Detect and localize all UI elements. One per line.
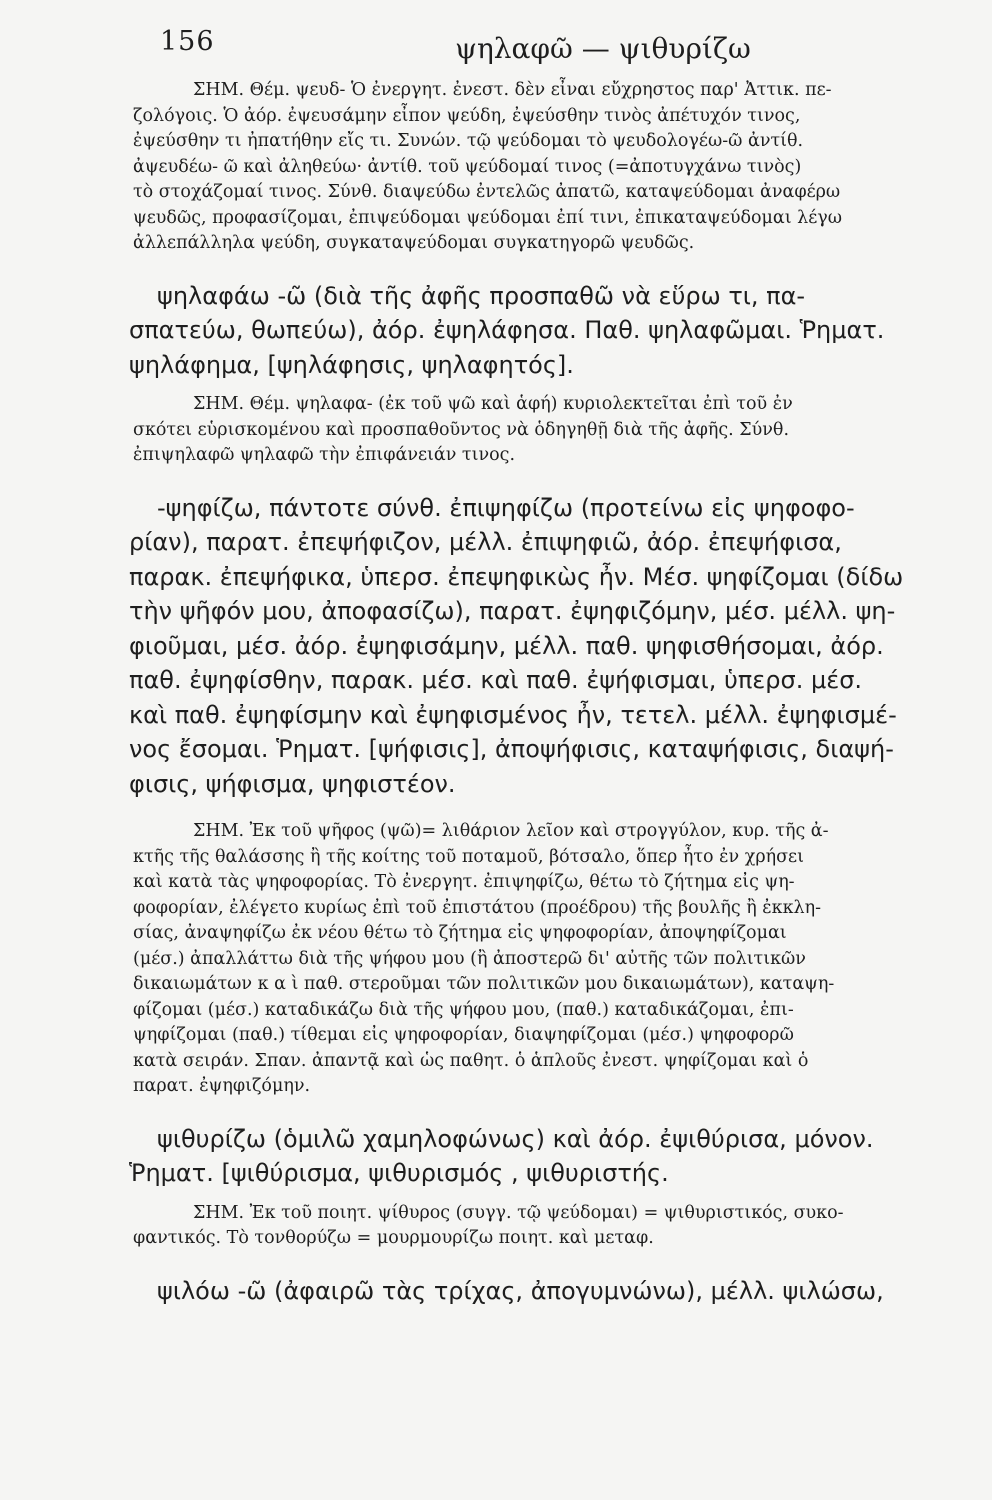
grammar-note — [125, 1201, 963, 1252]
grammar-note — [125, 819, 963, 1100]
text-line: κατὰ σειράν. Σπαν. ἀπαντᾷ καὶ ὡς παθητ. ὁ ἁπλοῦς ἐνεστ. ψηφίζομαι καὶ ὁ — [133, 1050, 809, 1071]
text-line: ἐψεύσθην τι ἠπατήθην εἴς τι. Συνών. τῷ ψεύδομαι τὸ ψευδολογέω-ῶ ἀντίθ. — [133, 131, 804, 151]
text-line: κτῆς τῆς θαλάσσης ἢ τῆς κοίτης τοῦ ποταμοῦ, βότσαλο, ὅπερ ἦτο ἐν χρήσει — [133, 846, 804, 867]
text-line: ρίαν), παρατ. ἐπεψήφιζον, μέλλ. ἐπιψηφιῶ, ἀόρ. ἐπεψήφισα, — [129, 528, 842, 556]
text-line: καὶ κατὰ τὰς ψηφοφορίας. Τὸ ἐνεργητ. ἐπιψηφίζω, θέτω τὸ ζήτημα εἰς ψη- — [133, 872, 795, 892]
grammar-note — [125, 392, 963, 469]
text-line: καὶ παθ. ἐψηφίσμην καὶ ἐψηφισμένος ἦν, τετελ. μέλλ. ἐψηφισμέ- — [129, 700, 897, 729]
text-line: -ψηφίζω, πάντοτε σύνθ. ἐπιψηφίζω (προτείνω εἰς ψηφοφο- — [157, 493, 855, 522]
page-header — [0, 22, 992, 70]
text-line: φιοῦμαι, μέσ. ἀόρ. ἐψηφισάμην, μέλλ. παθ. ψηφισθήσομαι, ἀόρ. — [129, 631, 884, 660]
text-line: ψηλάφημα, [ψηλάφησις, ψηλαφητός]. — [129, 350, 574, 379]
text-line: τὸ στοχάζομαί τινος. Σύνθ. διαψεύδω ἐντελῶς ἀπατῶ, καταψεύδομαι ἀναφέρω — [133, 182, 841, 202]
text-line: παρατ. ἐψηφιζόμην. — [133, 1076, 311, 1096]
grammar-note — [125, 78, 963, 257]
text-line: ἀψευδέω- ῶ καὶ ἀληθεύω· ἀντίθ. τοῦ ψεύδομαί τινος (=ἀποτυγχάνω τινὸς) — [133, 156, 802, 177]
text-line: ψιθυρίζω (ὁμιλῶ χαμηλοφώνως) καὶ ἀόρ. ἐψιθύρισα, μόνον. — [157, 1124, 874, 1153]
text-line: νος ἔσομαι. Ῥηματ. [ψήφισις], ἀποψήφισις, καταψήφισις, διαψή- — [129, 735, 894, 763]
text-line: σκότει εὑρισκομένου καὶ προσπαθοῦντος νὰ ὁδηγηθῇ διὰ τῆς ἀφῆς. Σύνθ. — [133, 419, 790, 440]
text-line: ἀλλεπάλληλα ψεύδη, συγκαταψεύδομαι συγκατηγορῶ ψευδῶς. — [133, 233, 695, 253]
dictionary-entry — [125, 279, 963, 383]
text-line: ΣΗΜ. Ἐκ τοῦ ψῆφος (ψῶ)= λιθάριον λεῖον καὶ στρογγύλον, κυρ. τῆς ἀ- — [193, 821, 829, 841]
dictionary-entry — [125, 1122, 963, 1191]
text-line: παρακ. ἐπεψήφικα, ὑπερσ. ἐπεψηφικὼς ἦν. Μέσ. ψηφίζομαι (δίδω — [129, 562, 904, 591]
text-line: ψιλόω -ῶ (ἀφαιρῶ τὰς τρίχας, ἀπογυμνώνω), μέλλ. ψιλώσω, — [157, 1276, 884, 1305]
text-line: σίας, ἀναψηφίζω ἐκ νέου θέτω τὸ ζήτημα εἰς ψηφοφορίαν, ἀποψηφίζομαι — [133, 923, 787, 943]
text-line: φαντικός. Τὸ τονθορύζω = μουρμουρίζω ποιητ. καὶ μεταφ. — [133, 1228, 654, 1248]
text-line: ΣΗΜ. Θέμ. ψηλαφα- (ἐκ τοῦ ψῶ καὶ ἁφή) κυριολεκτεῖται ἐπὶ τοῦ ἐν — [193, 394, 793, 414]
dictionary-entry — [125, 1274, 963, 1309]
text-line: τὴν ψῆφόν μου, ἀποφασίζω), παρατ. ἐψηφιζόμην, μέσ. μέλλ. ψη- — [129, 597, 896, 625]
text-line: σπατεύω, θωπεύω), ἀόρ. ἐψηλάφησα. Παθ. ψηλαφῶμαι. Ῥηματ. — [129, 316, 885, 344]
text-line: ΣΗΜ. Θέμ. ψευδ- Ὁ ἐνεργητ. ἐνεστ. δὲν εἶναι εὔχρηστος παρ' Ἀττικ. πε- — [193, 80, 832, 100]
running-head: ψηλαφῶ — ψιθυρίζω — [455, 32, 751, 65]
text-line: ζολόγοις. Ὁ ἀόρ. ἐψευσάμην εἶπον ψεύδη, ἐψεύσθην τινὸς ἀπέτυχόν τινος, — [133, 105, 801, 126]
text-line: ψηφίζομαι (παθ.) τίθεμαι εἰς ψηφοφορίαν, διαψηφίζομαι (μέσ.) ψηφοφορῶ — [133, 1025, 794, 1045]
text-line: ψευδῶς, προφασίζομαι, ἐπιψεύδομαι ψεύδομαι ἐπί τινι, ἐπικαταψεύδομαι λέγω — [133, 207, 843, 228]
text-line: ΣΗΜ. Ἐκ τοῦ ποιητ. ψίθυρος (συγγ. τῷ ψεύδομαι) = ψιθυριστικός, συκο- — [193, 1202, 844, 1223]
text-line: φίζομαι (μέσ.) καταδικάζω διὰ τῆς ψήφου μου, (παθ.) καταδικάζομαι, ἐπι- — [133, 999, 794, 1020]
text-line: δικαιωμάτων κ α ὶ παθ. στεροῦμαι τῶν πολιτικῶν μου δικαιωμάτων), καταψη- — [133, 974, 835, 994]
text-line: ψηλαφάω -ῶ (διὰ τῆς ἀφῆς προσπαθῶ νὰ εὕρω τι, πα- — [157, 281, 806, 310]
text-line: (μέσ.) ἀπαλλάττω διὰ τῆς ψήφου μου (ἢ ἀποστερῶ δι' αὐτῆς τῶν πολιτικῶν — [133, 948, 806, 969]
page-number: 156 — [160, 26, 215, 57]
dictionary-entry — [125, 491, 963, 802]
text-line: φισις, ψήφισμα, ψηφιστέον. — [129, 769, 456, 798]
text-line: ἐπιψηλαφῶ ψηλαφῶ τὴν ἐπιφάνειάν τινος. — [133, 445, 516, 465]
text-line: παθ. ἐψηφίσθην, παρακ. μέσ. καὶ παθ. ἐψήφισμαι, ὑπερσ. μέσ. — [129, 666, 863, 694]
text-line: φοφορίαν, ἐλέγετο κυρίως ἐπὶ τοῦ ἐπιστάτου (προέδρου) τῆς βουλῆς ἢ ἐκκλη- — [133, 897, 822, 918]
page-body — [125, 78, 963, 1326]
text-line: Ῥηματ. [ψιθύρισμα, ψιθυρισμός , ψιθυριστής. — [129, 1159, 669, 1187]
